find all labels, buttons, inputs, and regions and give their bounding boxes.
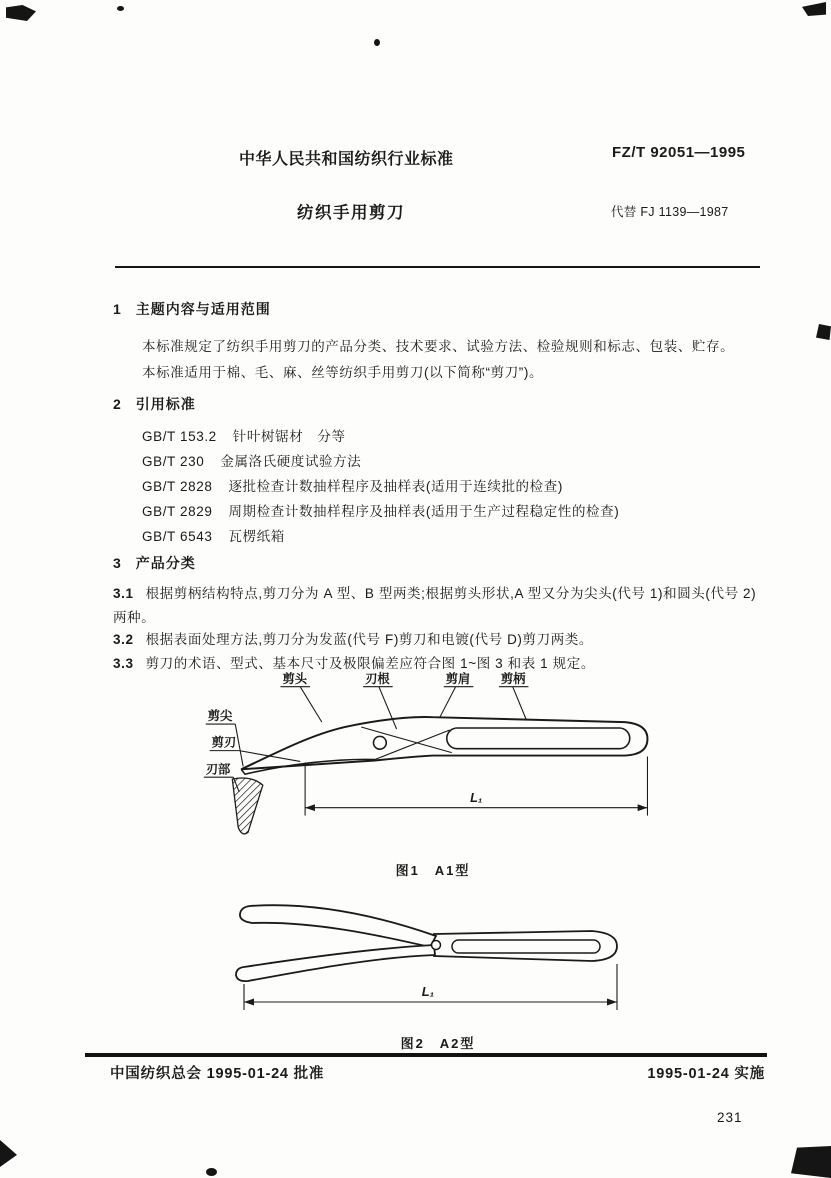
leader-line [513,687,527,720]
scan-artifact-bottom-left [0,1140,17,1167]
scope-paragraph-1: 本标准规定了纺织手用剪刀的产品分类、技术要求、试验方法、检验规则和标志、包装、贮存。 [142,339,735,354]
scan-artifact-top-left [6,5,36,21]
reference-item [142,424,619,449]
header-divider [115,266,760,268]
label-blade-root: 刃根 [365,671,390,686]
clause-3-2-number: 3.2 [113,632,134,647]
reference-code: GB/T 6543 [142,529,213,544]
approval-note: 中国纺织总会 1995-01-24 批准 [110,1066,325,1082]
pivot-screw [373,736,386,749]
clause-3-2-text: 根据表面处理方法,剪刀分为发蓝(代号 F)剪刀和电镀(代号 D)剪刀两类。 [145,632,594,647]
footer-divider [85,1053,767,1057]
reference-code: GB/T 2828 [142,479,213,494]
label-scissor-head: 剪头 [282,671,308,686]
reference-code: GB/T 2829 [142,504,213,519]
figure-1-diagram [198,668,668,850]
section-scope-heading [113,299,271,319]
document-title: 纺织手用剪刀 [297,204,405,222]
handle-bow-slot [452,940,600,953]
clause-3-1-number: 3.1 [113,586,134,601]
reference-title: 周期检查计数抽样程序及抽样表(适用于生产过程稳定性的检查) [228,504,620,519]
leader-line [235,724,243,766]
scan-artifact-top-right [802,2,826,16]
reference-code: GB/T 153.2 [142,429,217,444]
section-classification-number: 3 [113,555,122,571]
dimension-arrow-right [638,804,648,811]
dimension-arrow-right [607,999,617,1006]
dimension-label-l1: L₁ [470,789,483,805]
section-classification-title: 产品分类 [135,555,196,571]
reference-title: 瓦楞纸箱 [228,529,285,544]
section-scope-number: 1 [113,301,122,317]
label-blade-part: 刃部 [205,762,231,777]
scan-artifact-top-dot [374,39,380,46]
standard-category: 中华人民共和国纺织行业标准 [239,151,454,168]
reference-item [142,449,619,474]
page-number: 231 [717,1110,743,1125]
reference-item [142,524,619,549]
figure-1-caption: 图1 A1型 [395,863,471,878]
pivot-screw [432,941,441,950]
lower-blade-outline [236,945,435,981]
clause-3-1-text: 根据剪柄结构特点,剪刀分为 A 型、B 型两类;根据剪头形状,A 型又分为尖头(代号 1)和圆头(代号 2)两种。 [113,586,757,625]
standard-code: FZ/T 92051—1995 [612,144,746,161]
scan-artifact-right-edge [816,324,831,340]
figure-2-caption: 图2 A2型 [400,1036,476,1051]
section-classification-heading [113,553,196,573]
label-handle: 剪柄 [500,671,526,686]
handle-bow-slot [447,728,630,749]
clause-3-1 [113,582,770,630]
reference-title: 逐批检查计数抽样程序及抽样表(适用于连续批的检查) [228,479,563,494]
replaces-note: 代替 FJ 1139—1987 [611,205,729,219]
label-tip: 剪尖 [207,709,233,724]
clause-3-3-number: 3.3 [113,656,134,671]
section-references-title: 引用标准 [135,396,196,412]
clause-3-2 [113,628,770,652]
reference-title: 金属洛氏硬度试验方法 [220,454,362,469]
scan-artifact-top-left-dot [117,6,124,11]
section-references-number: 2 [113,396,122,412]
scan-artifact-bottom-dot [206,1168,217,1176]
dimension-label-l1: L₁ [421,984,435,999]
leader-line [300,687,322,722]
scope-paragraph-2: 本标准适用于棉、毛、麻、丝等纺织手用剪刀(以下简称“剪刀”)。 [142,365,544,380]
reference-list [142,424,619,549]
clause-3-3-text: 剪刀的术语、型式、基本尺寸及极限偏差应符合图 1~图 3 和表 1 规定。 [145,656,595,671]
dimension-arrow-left [305,804,315,811]
figure-1 [198,668,668,879]
label-cutting-edge: 剪刃 [211,735,237,750]
leader-line [440,687,456,717]
reference-item [142,499,619,524]
upper-blade-outline [240,905,436,947]
scan-artifact-bottom-right [791,1146,831,1178]
label-shoulder: 剪肩 [445,671,471,686]
reference-code: GB/T 230 [142,454,205,469]
section-scope-title: 主题内容与适用范围 [135,301,271,317]
section-references-heading [113,394,196,414]
implementation-note: 1995-01-24 实施 [647,1066,765,1082]
dimension-arrow-left [244,999,254,1006]
figure-2 [228,890,648,1052]
reference-item [142,474,619,499]
figure-2-diagram [228,890,648,1018]
reference-title: 针叶树锯材 分等 [232,429,346,444]
